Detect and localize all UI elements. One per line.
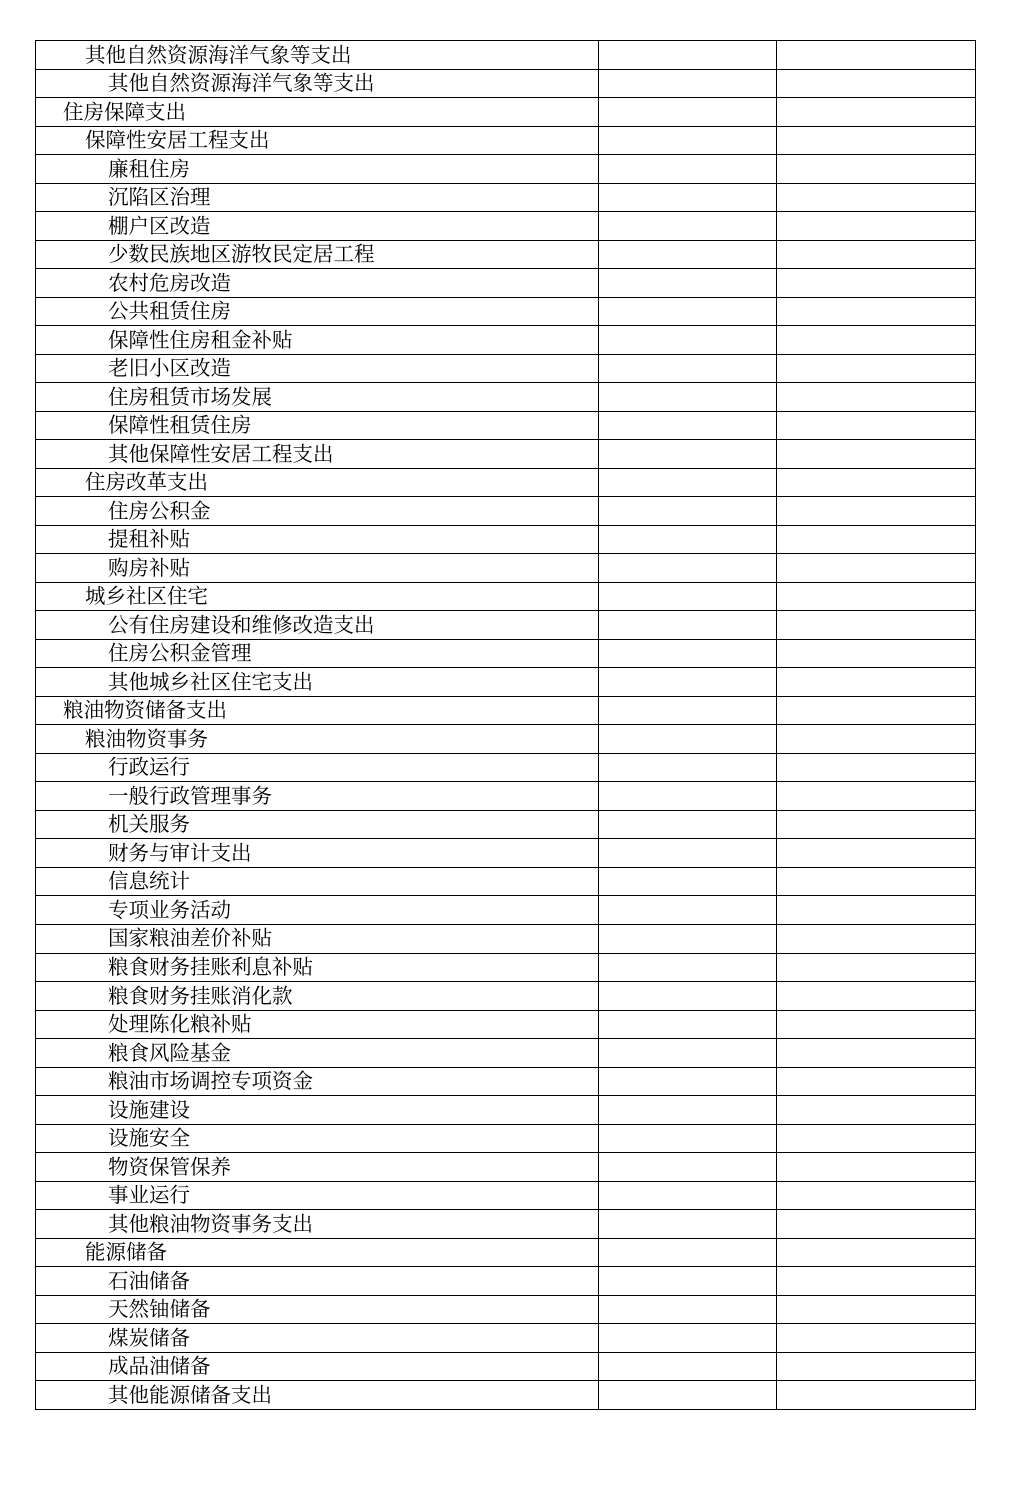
amount-cell <box>599 953 777 982</box>
table-row <box>36 1181 976 1210</box>
amount-cell <box>599 326 777 355</box>
amount-cell <box>599 639 777 668</box>
item-name-cell: 粮食财务挂账利息补贴 <box>36 953 599 982</box>
item-name-cell: 成品油储备 <box>36 1352 599 1381</box>
note-cell <box>777 212 976 241</box>
note-cell <box>777 725 976 754</box>
note-cell <box>777 1067 976 1096</box>
note-cell <box>777 1181 976 1210</box>
amount-cell <box>599 383 777 412</box>
note-cell <box>777 411 976 440</box>
table-row <box>36 525 976 554</box>
item-name-cell: 农村危房改造 <box>36 269 599 298</box>
note-cell <box>777 383 976 412</box>
amount-cell <box>599 155 777 184</box>
amount-cell <box>599 1238 777 1267</box>
amount-cell <box>599 297 777 326</box>
table-row <box>36 1010 976 1039</box>
note-cell <box>777 611 976 640</box>
item-name-cell: 保障性住房租金补贴 <box>36 326 599 355</box>
table-row <box>36 1096 976 1125</box>
table-row <box>36 1238 976 1267</box>
item-name-cell: 住房保障支出 <box>36 98 599 127</box>
note-cell <box>777 98 976 127</box>
item-name-cell: 能源储备 <box>36 1238 599 1267</box>
amount-cell <box>599 240 777 269</box>
table-row <box>36 383 976 412</box>
amount-cell <box>599 1295 777 1324</box>
amount-cell <box>599 69 777 98</box>
note-cell <box>777 1381 976 1410</box>
item-name-cell: 一般行政管理事务 <box>36 782 599 811</box>
item-name-cell: 事业运行 <box>36 1181 599 1210</box>
amount-cell <box>599 839 777 868</box>
note-cell <box>777 525 976 554</box>
item-name-cell: 天然铀储备 <box>36 1295 599 1324</box>
note-cell <box>777 1010 976 1039</box>
table-row <box>36 41 976 70</box>
item-name-cell: 设施建设 <box>36 1096 599 1125</box>
note-cell <box>777 668 976 697</box>
amount-cell <box>599 753 777 782</box>
amount-cell <box>599 725 777 754</box>
item-name-cell: 物资保管保养 <box>36 1153 599 1182</box>
item-name-cell: 少数民族地区游牧民定居工程 <box>36 240 599 269</box>
table-body <box>36 41 976 1410</box>
item-name-cell: 住房公积金 <box>36 497 599 526</box>
amount-cell <box>599 810 777 839</box>
table-row <box>36 725 976 754</box>
amount-cell <box>599 1210 777 1239</box>
amount-cell <box>599 1067 777 1096</box>
item-name-cell: 信息统计 <box>36 867 599 896</box>
item-name-cell: 棚户区改造 <box>36 212 599 241</box>
budget-table <box>35 40 976 1410</box>
table-row <box>36 1210 976 1239</box>
note-cell <box>777 69 976 98</box>
note-cell <box>777 982 976 1011</box>
table-row <box>36 497 976 526</box>
item-name-cell: 住房租赁市场发展 <box>36 383 599 412</box>
item-name-cell: 国家粮油差价补贴 <box>36 924 599 953</box>
note-cell <box>777 839 976 868</box>
item-name-cell: 住房改革支出 <box>36 468 599 497</box>
amount-cell <box>599 525 777 554</box>
item-name-cell: 其他能源储备支出 <box>36 1381 599 1410</box>
amount-cell <box>599 896 777 925</box>
amount-cell <box>599 1039 777 1068</box>
amount-cell <box>599 497 777 526</box>
table-row <box>36 1067 976 1096</box>
table-row <box>36 69 976 98</box>
table-row <box>36 982 976 1011</box>
note-cell <box>777 639 976 668</box>
table-row <box>36 269 976 298</box>
item-name-cell: 老旧小区改造 <box>36 354 599 383</box>
table-row <box>36 839 976 868</box>
table-row <box>36 782 976 811</box>
amount-cell <box>599 1010 777 1039</box>
amount-cell <box>599 982 777 1011</box>
item-name-cell: 其他城乡社区住宅支出 <box>36 668 599 697</box>
item-name-cell: 行政运行 <box>36 753 599 782</box>
amount-cell <box>599 1381 777 1410</box>
amount-cell <box>599 1124 777 1153</box>
note-cell <box>777 782 976 811</box>
table-row <box>36 468 976 497</box>
amount-cell <box>599 696 777 725</box>
table-row <box>36 411 976 440</box>
table-row <box>36 1324 976 1353</box>
table-row <box>36 297 976 326</box>
table-row <box>36 1381 976 1410</box>
table-row <box>36 1267 976 1296</box>
table-row <box>36 155 976 184</box>
amount-cell <box>599 1267 777 1296</box>
table-row <box>36 1124 976 1153</box>
amount-cell <box>599 1324 777 1353</box>
note-cell <box>777 554 976 583</box>
table-row <box>36 326 976 355</box>
table-row <box>36 554 976 583</box>
note-cell <box>777 468 976 497</box>
note-cell <box>777 1039 976 1068</box>
amount-cell <box>599 440 777 469</box>
amount-cell <box>599 1096 777 1125</box>
amount-cell <box>599 41 777 70</box>
amount-cell <box>599 867 777 896</box>
note-cell <box>777 1124 976 1153</box>
note-cell <box>777 953 976 982</box>
amount-cell <box>599 212 777 241</box>
note-cell <box>777 183 976 212</box>
table-row <box>36 611 976 640</box>
amount-cell <box>599 98 777 127</box>
note-cell <box>777 924 976 953</box>
note-cell <box>777 582 976 611</box>
note-cell <box>777 1210 976 1239</box>
note-cell <box>777 753 976 782</box>
item-name-cell: 粮食财务挂账消化款 <box>36 982 599 1011</box>
table-row <box>36 1039 976 1068</box>
item-name-cell: 处理陈化粮补贴 <box>36 1010 599 1039</box>
note-cell <box>777 1295 976 1324</box>
note-cell <box>777 126 976 155</box>
note-cell <box>777 440 976 469</box>
table-row <box>36 753 976 782</box>
note-cell <box>777 1324 976 1353</box>
table-row <box>36 896 976 925</box>
note-cell <box>777 297 976 326</box>
amount-cell <box>599 782 777 811</box>
note-cell <box>777 155 976 184</box>
item-name-cell: 石油储备 <box>36 1267 599 1296</box>
item-name-cell: 其他自然资源海洋气象等支出 <box>36 69 599 98</box>
item-name-cell: 公共租赁住房 <box>36 297 599 326</box>
item-name-cell: 机关服务 <box>36 810 599 839</box>
amount-cell <box>599 411 777 440</box>
note-cell <box>777 326 976 355</box>
table-row <box>36 582 976 611</box>
note-cell <box>777 810 976 839</box>
note-cell <box>777 1267 976 1296</box>
amount-cell <box>599 468 777 497</box>
note-cell <box>777 1352 976 1381</box>
amount-cell <box>599 924 777 953</box>
item-name-cell: 粮油物资事务 <box>36 725 599 754</box>
note-cell <box>777 1238 976 1267</box>
note-cell <box>777 497 976 526</box>
note-cell <box>777 867 976 896</box>
item-name-cell: 其他粮油物资事务支出 <box>36 1210 599 1239</box>
note-cell <box>777 1096 976 1125</box>
table-row <box>36 98 976 127</box>
amount-cell <box>599 269 777 298</box>
item-name-cell: 保障性安居工程支出 <box>36 126 599 155</box>
table-row <box>36 696 976 725</box>
item-name-cell: 煤炭储备 <box>36 1324 599 1353</box>
item-name-cell: 公有住房建设和维修改造支出 <box>36 611 599 640</box>
table-row <box>36 212 976 241</box>
amount-cell <box>599 668 777 697</box>
amount-cell <box>599 611 777 640</box>
note-cell <box>777 41 976 70</box>
table-row <box>36 924 976 953</box>
amount-cell <box>599 554 777 583</box>
table-row <box>36 639 976 668</box>
item-name-cell: 其他保障性安居工程支出 <box>36 440 599 469</box>
item-name-cell: 粮油物资储备支出 <box>36 696 599 725</box>
item-name-cell: 提租补贴 <box>36 525 599 554</box>
table-row <box>36 126 976 155</box>
item-name-cell: 财务与审计支出 <box>36 839 599 868</box>
amount-cell <box>599 582 777 611</box>
amount-cell <box>599 354 777 383</box>
table-row <box>36 183 976 212</box>
table-row <box>36 1153 976 1182</box>
table-row <box>36 810 976 839</box>
amount-cell <box>599 1153 777 1182</box>
note-cell <box>777 896 976 925</box>
table-row <box>36 668 976 697</box>
item-name-cell: 购房补贴 <box>36 554 599 583</box>
item-name-cell: 粮油市场调控专项资金 <box>36 1067 599 1096</box>
note-cell <box>777 269 976 298</box>
note-cell <box>777 1153 976 1182</box>
table-row <box>36 953 976 982</box>
amount-cell <box>599 1181 777 1210</box>
item-name-cell: 保障性租赁住房 <box>36 411 599 440</box>
item-name-cell: 住房公积金管理 <box>36 639 599 668</box>
table-row <box>36 1295 976 1324</box>
note-cell <box>777 240 976 269</box>
item-name-cell: 粮食风险基金 <box>36 1039 599 1068</box>
item-name-cell: 其他自然资源海洋气象等支出 <box>36 41 599 70</box>
amount-cell <box>599 126 777 155</box>
table-row <box>36 440 976 469</box>
table-row <box>36 354 976 383</box>
item-name-cell: 设施安全 <box>36 1124 599 1153</box>
note-cell <box>777 696 976 725</box>
item-name-cell: 沉陷区治理 <box>36 183 599 212</box>
amount-cell <box>599 183 777 212</box>
table-row <box>36 240 976 269</box>
note-cell <box>777 354 976 383</box>
item-name-cell: 城乡社区住宅 <box>36 582 599 611</box>
amount-cell <box>599 1352 777 1381</box>
item-name-cell: 廉租住房 <box>36 155 599 184</box>
table-row <box>36 1352 976 1381</box>
item-name-cell: 专项业务活动 <box>36 896 599 925</box>
table-row <box>36 867 976 896</box>
